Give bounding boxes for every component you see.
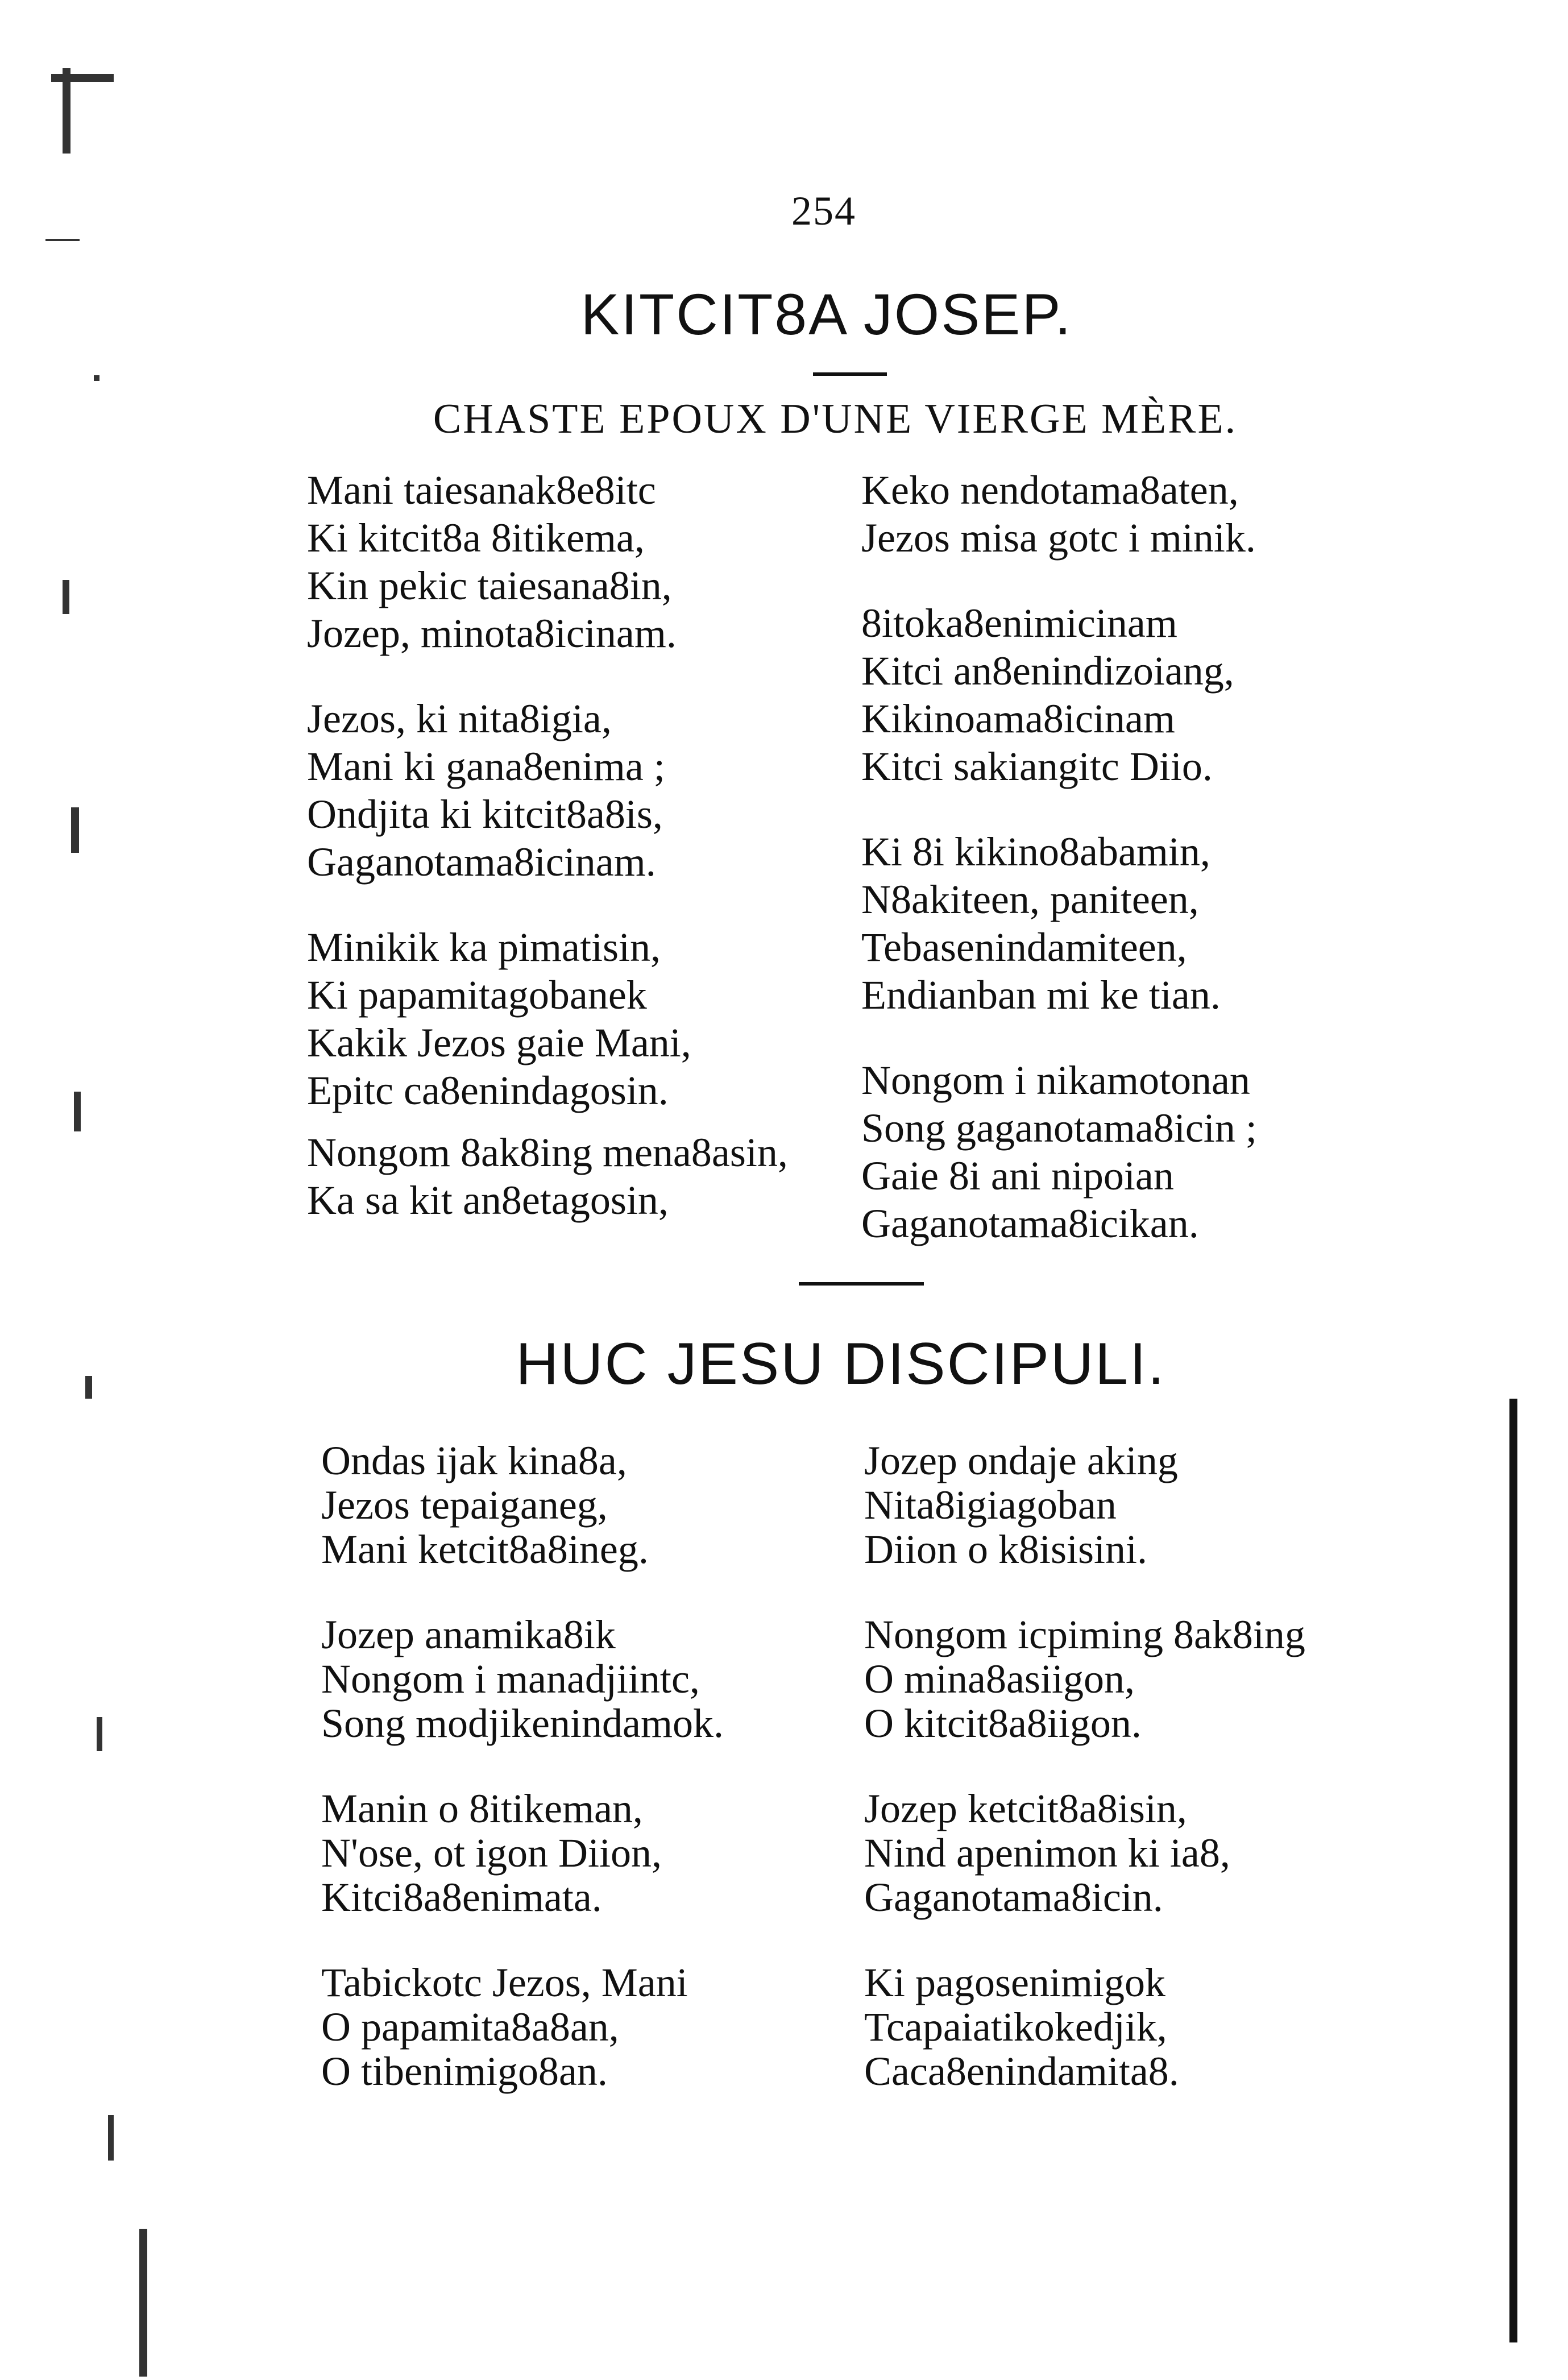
verse-line: Jozep, minota8icinam.: [307, 611, 677, 656]
verse-line: Ka sa kit an8etagosin,: [307, 1177, 669, 1223]
verse-line: Nongom i nikamotonan: [861, 1058, 1250, 1103]
verse-line: Manin o 8itikeman,: [321, 1786, 643, 1831]
verse-line: Kitci sakiangitc Diio.: [861, 744, 1213, 789]
verse-line: Kitci an8enindizoiang,: [861, 648, 1234, 694]
verse-line: Mani ketcit8a8ineg.: [321, 1527, 649, 1572]
verse-line: Kitci8a8enimata.: [321, 1875, 602, 1920]
stanza: [861, 466, 1257, 562]
verse-line: Jozep ondaje aking: [864, 1438, 1178, 1483]
hymn2-right-column: [864, 1438, 1305, 2134]
verse-line: N8akiteen, paniteen,: [861, 877, 1199, 922]
verse-line: Diion o k8isisini.: [864, 1527, 1148, 1572]
stanza: [864, 1438, 1305, 1572]
stanza: [321, 1960, 724, 2093]
verse-line: Gaganotama8icikan.: [861, 1201, 1199, 1246]
verse-line: Kin pekic taiesana8in,: [307, 563, 672, 608]
stanza: [321, 1438, 724, 1572]
verse-line: N'ose, ot igon Diion,: [321, 1830, 662, 1876]
hymn2-title: HUC JESU DISCIPULI.: [516, 1331, 1166, 1397]
verse-line: Ondjita ki kitcit8a8is,: [307, 791, 663, 837]
stanza: [307, 466, 691, 657]
verse-line: Endianban mi ke tian.: [861, 972, 1221, 1018]
verse-line: Nongom icpiming 8ak8ing: [864, 1612, 1305, 1657]
verse-line: Tebasenindamiteen,: [861, 924, 1187, 970]
verse-line: Jezos misa gotc i minik.: [861, 515, 1256, 561]
verse-line: Ki pagosenimigok: [864, 1960, 1165, 2005]
verse-line: O papamita8a8an,: [321, 2004, 619, 2050]
stanza: [861, 1056, 1257, 1247]
verse-line: Song modjikenindamok.: [321, 1701, 724, 1746]
verse-line: Caca8enindamita8.: [864, 2049, 1179, 2094]
verse-line: Tabickotc Jezos, Mani: [321, 1960, 688, 2005]
verse-line: Ki 8i kikino8abamin,: [861, 829, 1210, 874]
verse-line: Ki kitcit8a 8itikema,: [307, 515, 645, 561]
stanza: [307, 695, 691, 886]
stanza: [864, 1960, 1305, 2093]
margin-bar: [1509, 1399, 1517, 2342]
stanza: [864, 1612, 1305, 1745]
verse-line: Gaie 8i ani nipoian: [861, 1153, 1174, 1199]
hymn1-right-column: [861, 466, 1257, 1285]
verse-line: Epitc ca8enindagosin.: [307, 1068, 669, 1113]
verse-line: Nind apenimon ki ia8,: [864, 1830, 1230, 1876]
verse-line: O mina8asiigon,: [864, 1656, 1135, 1702]
verse-line: Mani taiesanak8e8itc: [307, 467, 656, 513]
stanza: [307, 923, 691, 1114]
stanza: [321, 1786, 724, 1919]
verse-line: Jezos, ki nita8igia,: [307, 696, 612, 741]
verse-line: Tcapaiatikokedjik,: [864, 2004, 1167, 2050]
verse-line: Kikinoama8icinam: [861, 696, 1175, 741]
verse-line: Nongom i manadjiintc,: [321, 1656, 700, 1702]
verse-line: Jozep ketcit8a8isin,: [864, 1786, 1187, 1831]
verse-line: Song gaganotama8icin ;: [861, 1105, 1257, 1151]
hymn1-subtitle: CHASTE EPOUX D'UNE VIERGE MÈRE.: [433, 396, 1238, 442]
hymn1-left-column: [307, 466, 691, 1152]
verse-line: Mani ki gana8enima ;: [307, 744, 665, 789]
verse-line: Nita8igiagoban: [864, 1482, 1117, 1528]
stanza: [321, 1612, 724, 1745]
stanza: [864, 1786, 1305, 1919]
verse-line: O kitcit8a8iigon.: [864, 1701, 1142, 1746]
verse-line: Kakik Jezos gaie Mani,: [307, 1020, 691, 1065]
verse-line: Nongom 8ak8ing mena8asin,: [307, 1130, 788, 1175]
verse-line: Gaganotama8icin.: [864, 1875, 1163, 1920]
hymn1-overflow-lines: [307, 1129, 788, 1224]
verse-line: Gaganotama8icinam.: [307, 839, 656, 885]
verse-line: 8itoka8enimicinam: [861, 600, 1177, 646]
verse-line: Jezos tepaiganeg,: [321, 1482, 608, 1528]
hymn1-title: KITCIT8A JOSEP.: [580, 282, 1073, 347]
divider-rule: [813, 372, 887, 376]
page-number: 254: [791, 188, 856, 234]
verse-line: Ki papamitagobanek: [307, 972, 647, 1018]
verse-line: Jozep anamika8ik: [321, 1612, 616, 1657]
verse-line: O tibenimigo8an.: [321, 2049, 608, 2094]
verse-line: Ondas ijak kina8a,: [321, 1438, 627, 1483]
divider-rule: [799, 1282, 924, 1286]
stanza: [861, 599, 1257, 790]
stanza: [861, 828, 1257, 1019]
hymn2-left-column: [321, 1438, 724, 2134]
verse-line: Keko nendotama8aten,: [861, 467, 1239, 513]
verse-line: Minikik ka pimatisin,: [307, 924, 661, 970]
